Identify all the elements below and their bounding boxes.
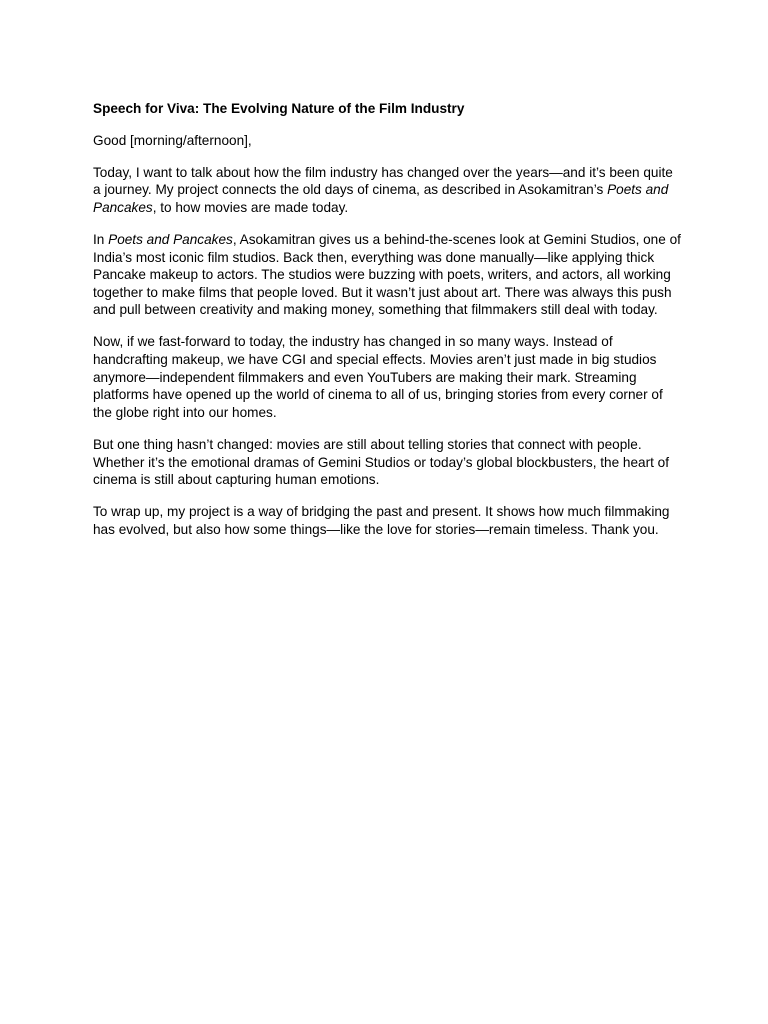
paragraph-intro-text-a: Today, I want to talk about how the film industry has changed over the years—and it’s been quite a journey. My project connects the old days of cinema, as described in Asokamitran’s [93,164,673,198]
paragraph-gemini-text-a: In [93,231,109,247]
paragraph-modern-industry: Now, if we fast-forward to today, the industry has changed in so many ways. Instead of handcrafting makeup, we have CGI and special effects. Movies aren’t just made in big studios anymore—independent filmmakers and even YouTubers are making their mark. Streaming platforms have opened up the world of cinema to all of us, bringing stories from every corner of the globe right into our homes. [93,334,663,420]
book-title-italic: Poets and Pancakes [93,182,669,215]
greeting-paragraph: Good [morning/afternoon], [93,132,252,148]
paragraph-gemini-studios [93,231,683,319]
document-body [93,100,683,553]
paragraph-conclusion: To wrap up, my project is a way of bridging the past and present. It shows how much filmmaking has evolved, but also how some things—like the love for stories—remain timeless. Thank you. [93,504,670,537]
document-title: Speech for Viva: The Evolving Nature of the Film Industry [93,101,465,116]
paragraph-intro-text-b: , to how movies are made today. [152,199,349,215]
paragraph-intro [93,164,683,217]
book-title-italic: Poets and Pancakes [108,231,233,247]
paragraph-gemini-text-b: , Asokamitran gives us a behind-the-scenes look at Gemini Studios, one of India’s most iconic film studios. Back then, everything was done manually—like applying thick Pancake makeup to actors. The studios were buzzing with poets, writers, and actors, all working together to make films that people loved. But it wasn’t just about art. There was always this push and pull between creativity and making money, something that filmmakers still deal with today. [93,231,681,318]
paragraph-storytelling: But one thing hasn’t changed: movies are still about telling stories that connect with people. Whether it’s the emotional dramas of Gemini Studios or today’s global blockbusters, the heart of cinema is still about capturing human emotions. [93,436,670,488]
